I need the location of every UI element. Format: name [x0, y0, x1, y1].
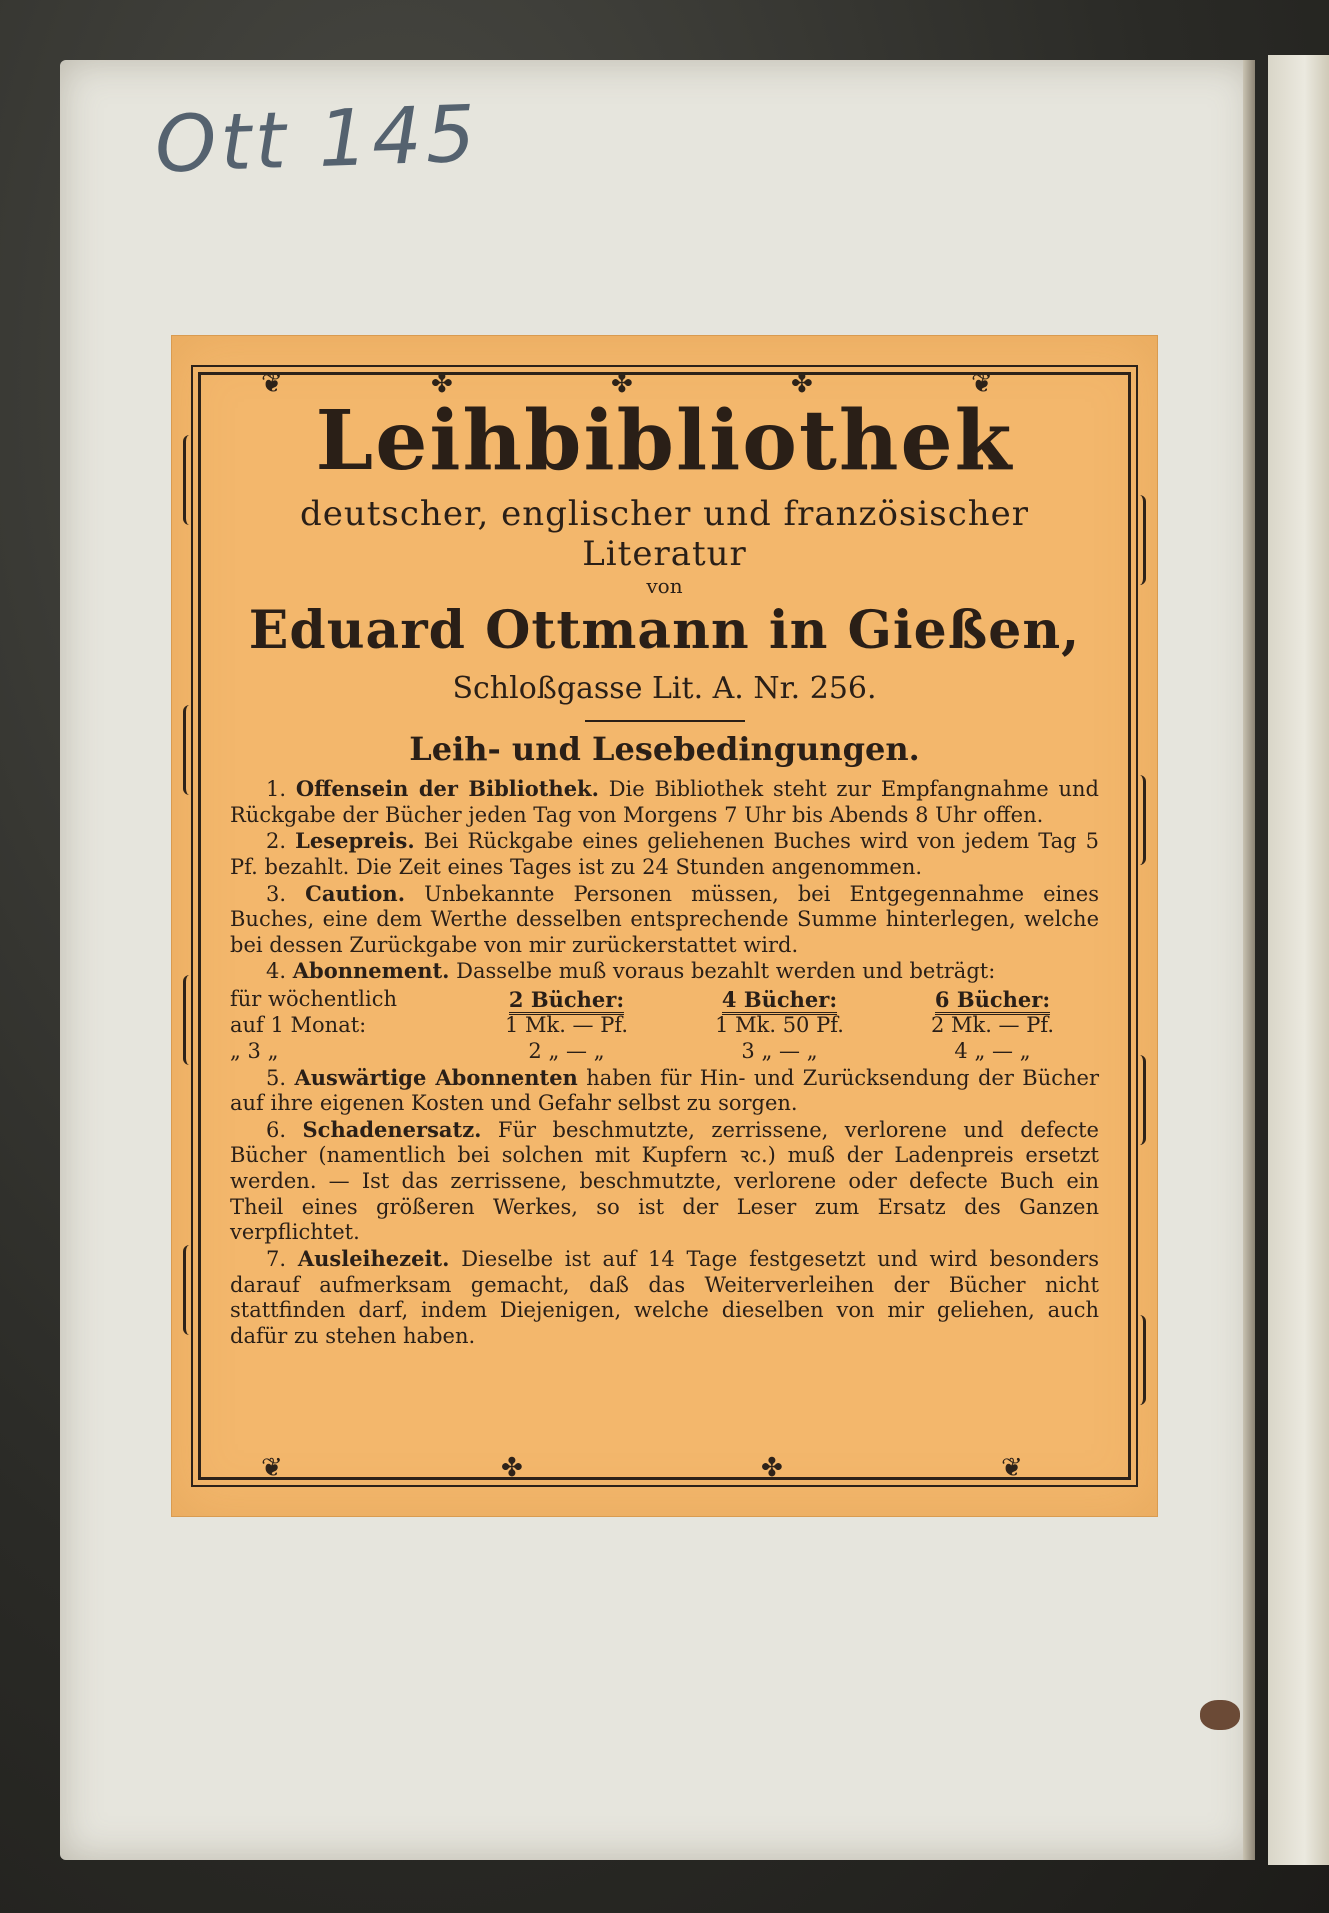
ornament-icon: ✤ [611, 369, 633, 399]
label-subtitle: deutscher, englischer und französischer Literatur [299, 494, 1030, 575]
condition-item [230, 776, 1099, 828]
side-ornament [183, 975, 196, 1065]
item-heading: Ausleihezeit. [297, 1245, 450, 1271]
price-cell: 1 Mk. 50 Pf. [715, 1013, 844, 1038]
price-cell: 3 „ — „ [741, 1039, 818, 1064]
handwritten-shelfmark: Ott 145 [153, 89, 481, 191]
item-text: Dasselbe muß voraus bezahlt werden und beträgt: [456, 959, 996, 984]
price-cell: 4 „ — „ [954, 1039, 1031, 1064]
item-text: Für beschmutzte, zerrissene, verlorene und defecte Bücher (namentlich bei solchen mit Kupfern ꝛc.) muß der Ladenpreis ersetzt werden. — Ist das zerrissene, beschmutzte, verlorene oder defecte Buch ein Theil eines größeren Werkes, so ist der Leser zum Ersatz des Ganzen verpflichtet. [230, 1117, 1099, 1245]
ornament-icon: ❦ [261, 369, 283, 399]
item-heading: Lesepreis. [295, 828, 415, 854]
label-content [230, 393, 1100, 1349]
owner-address: Schloßgasse Lit. A. Nr. 256. [452, 671, 877, 707]
condition-item [230, 1117, 1099, 1246]
item-number: 4. [266, 959, 287, 984]
price-row-label: auf 1 Monat: [230, 1013, 367, 1038]
item-heading: Auswärtige Abonnenten [294, 1064, 578, 1090]
side-ornament [1133, 1315, 1146, 1405]
condition-item [230, 1246, 1099, 1349]
price-cell: 1 Mk. — Pf. [504, 1013, 629, 1038]
price-column-header: 2 Bücher: [509, 987, 624, 1015]
label-von: von [646, 574, 683, 599]
ornament-icon: ✤ [431, 369, 453, 399]
owner-name: Eduard Ottmann in Gießen, [248, 600, 1081, 662]
price-cell: 2 Mk. — Pf. [930, 1013, 1055, 1038]
item-text: haben für Hin- und Zurücksendung der Bücher auf ihre eigenen Kosten und Gefahr selbst zu sorgen. [230, 1065, 1099, 1116]
condition-item [230, 1065, 1099, 1117]
ornament-icon: ✤ [501, 1453, 523, 1483]
item-text: Unbekannte Personen müssen, bei Entgegennahme eines Buches, eine dem Werthe desselben entsprechende Summe hinterlegen, welche bei dessen Zurückgabe von mir zurückerstattet wird. [230, 881, 1099, 957]
item-text: Bei Rückgabe eines geliehenen Buches wird von jedem Tag 5 Pf. bezahlt. Die Zeit eines Tages ist zu 24 Stunden angenommen. [230, 829, 1100, 879]
facing-page-edge [1268, 55, 1329, 1865]
ornament-icon: ✤ [791, 369, 813, 399]
price-row [230, 1012, 1099, 1038]
item-heading: Offensein der Bibliothek. [295, 776, 599, 802]
side-ornament [183, 1245, 196, 1335]
price-cell: 2 „ — „ [528, 1039, 605, 1064]
price-row [230, 1038, 1099, 1064]
price-row-label: für wöchentlich [230, 986, 398, 1011]
ornament-icon: ❦ [261, 1453, 283, 1483]
price-row-label: „ 3 „ [230, 1039, 279, 1064]
item-number: 6. [266, 1117, 287, 1142]
side-ornament [1133, 495, 1146, 585]
condition-item [230, 828, 1099, 880]
side-ornament [183, 435, 196, 525]
side-ornament [1133, 1055, 1146, 1145]
side-ornament [1133, 775, 1146, 865]
paper-damage [1200, 1700, 1240, 1730]
label-title: Leihbibliothek [315, 393, 1014, 489]
conditions-heading: Leih- und Lesebedingungen. [409, 730, 920, 769]
item-text: Die Bibliothek steht zur Empfangnahme und Rückgabe der Bücher jeden Tag von Morgens 7 Uhr bis Abends 8 Uhr offen. [230, 777, 1099, 827]
price-table-header [230, 987, 1099, 1012]
item-number: 3. [266, 881, 287, 906]
price-column-header: 6 Bücher: [935, 987, 1050, 1015]
item-number: 2. [266, 829, 287, 854]
item-heading: Caution. [305, 880, 406, 906]
library-label [172, 336, 1157, 1516]
divider [585, 720, 745, 722]
item-heading: Schadenersatz. [302, 1116, 482, 1142]
condition-item [230, 881, 1099, 959]
ornament-icon: ❦ [971, 369, 993, 399]
item-heading: Abonnement. [292, 958, 450, 984]
side-ornament [183, 705, 196, 795]
ornament-icon: ❦ [1001, 1453, 1023, 1483]
item-text: Dieselbe ist auf 14 Tage festgesetzt und wird besonders darauf aufmerksam gemacht, daß das Weiterverleihen der Bücher nicht stattfinden darf, indem Diejenigen, welche dieselben von mir geliehen, auch dafür zu stehen haben. [230, 1246, 1099, 1348]
condition-item [230, 958, 1099, 985]
item-number: 1. [266, 777, 287, 802]
item-number: 7. [266, 1246, 287, 1271]
ornament-icon: ✤ [761, 1453, 783, 1483]
price-column-header: 4 Bücher: [722, 987, 837, 1015]
item-number: 5. [266, 1065, 287, 1090]
